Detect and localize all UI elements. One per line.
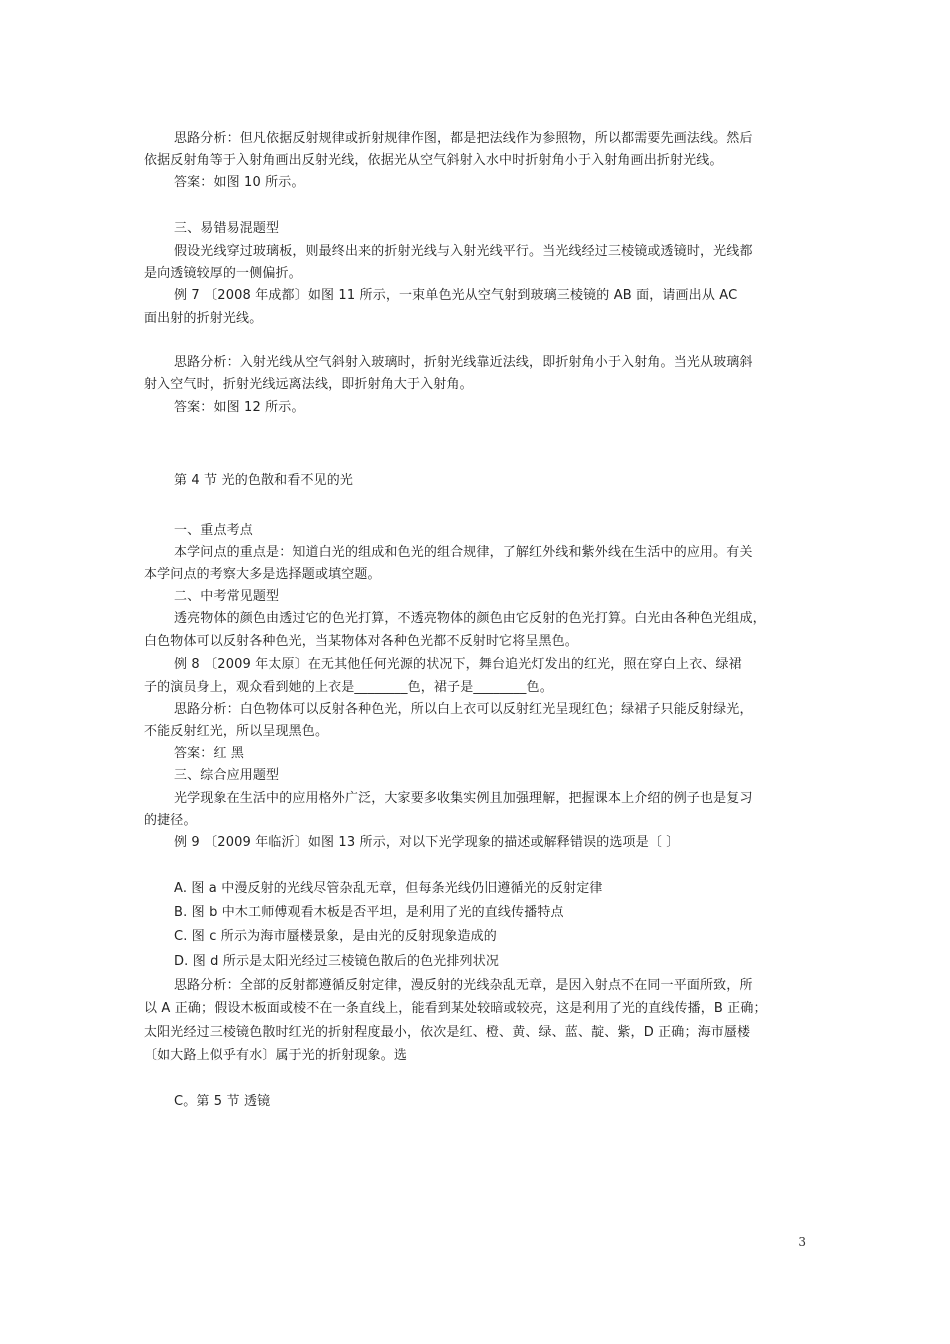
section5-heading: C。第 5 节 透镜 — [174, 1094, 271, 1109]
example8-line2: 子的演员身上，观众看到她的上衣是________色，裙子是________色。 — [144, 680, 553, 695]
section3-line2: 是向透镜较厚的一侧偏折。 — [144, 266, 302, 281]
example7-line1: 例 7 〔2008 年成都〕如图 11 所示，一束单色光从空气射到玻璃三棱镜的 AB 面，请画出从 AC — [174, 288, 738, 303]
example7-line2: 面出射的折射光线。 — [144, 311, 263, 326]
apply-line2: 的捷径。 — [144, 813, 197, 828]
section4-title: 第 4 节 光的色散和看不见的光 — [174, 473, 354, 488]
analysis-10-line2: 依据反射角等于入射角画出反射光线，依据光从空气斜射入水中时折射角小于入射角画出折射光线。 — [144, 153, 723, 168]
apply-line1: 光学现象在生活中的应用格外广泛，大家要多收集实例且加强理解，把握课本上介绍的例子也是复习 — [174, 791, 753, 806]
analysis-8-line2: 不能反射红光，所以呈现黑色。 — [144, 724, 329, 739]
analysis-9-line4: 〔如大路上似乎有水〕属于光的折射现象。选 — [144, 1048, 408, 1063]
option-c: C. 图 c 所示为海市蜃楼景象，是由光的反射现象造成的 — [174, 929, 497, 944]
analysis-9-line2: 以 A 正确；假设木板面或棱不在一条直线上，能看到某处较暗或较亮，这是利用了光的直线传播，B 正确； — [144, 1001, 767, 1016]
analysis-9-line1: 思路分析：全部的反射都遵循反射定律，漫反射的光线杂乱无章，是因入射点不在同一平面所致，所 — [174, 978, 753, 993]
apply-title: 三、综合应用题型 — [174, 768, 280, 783]
answer-10: 答案：如图 10 所示。 — [174, 175, 305, 190]
section3-title: 三、易错易混题型 — [174, 221, 280, 236]
option-b: B. 图 b 中木工师傅观看木板是否平坦，是利用了光的直线传播特点 — [174, 905, 564, 920]
answer-12: 答案：如图 12 所示。 — [174, 400, 305, 415]
analysis-12-line2: 射入空气时，折射光线远离法线，即折射角大于入射角。 — [144, 377, 473, 392]
common-types-line1: 透亮物体的颜色由透过它的色光打算，不透亮物体的颜色由它反射的色光打算。白光由各种色光组成， — [174, 611, 766, 626]
page-number: 3 — [798, 1235, 806, 1249]
option-d: D. 图 d 所示是太阳光经过三棱镜色散后的色光排列状况 — [174, 954, 499, 969]
analysis-10-line1: 思路分析：但凡依据反射规律或折射规律作图，都是把法线作为参照物，所以都需要先画法线。然后 — [174, 131, 753, 146]
analysis-8-line1: 思路分析：白色物体可以反射各种色光，所以白上衣可以反射红光呈现红色；绿裙子只能反射绿光， — [174, 702, 753, 717]
key-points-line2: 本学问点的考察大多是选择题或填空题。 — [144, 567, 381, 582]
option-a: A. 图 a 中漫反射的光线尽管杂乱无章，但每条光线仍旧遵循光的反射定律 — [174, 881, 603, 896]
analysis-9-line3: 太阳光经过三棱镜色散时红光的折射程度最小，依次是红、橙、黄、绿、蓝、靛、紫，D 正确；海市蜃楼 — [144, 1025, 751, 1040]
example9-question: 例 9 〔2009 年临沂〕如图 13 所示，对以下光学现象的描述或解释错误的选项是〔 〕 — [174, 835, 680, 850]
example8-line1: 例 8 〔2009 年太原〕在无其他任何光源的状况下，舞台追光灯发出的红光，照在穿白上衣、绿裙 — [174, 657, 742, 672]
answer-8: 答案：红 黑 — [174, 746, 245, 761]
common-types-line2: 白色物体可以反射各种色光，当某物体对各种色光都不反射时它将呈黑色。 — [144, 634, 578, 649]
key-points-line1: 本学问点的重点是：知道白光的组成和色光的组合规律，了解红外线和紫外线在生活中的应用。有关 — [174, 545, 753, 560]
section3-line1: 假设光线穿过玻璃板，则最终出来的折射光线与入射光线平行。当光线经过三棱镜或透镜时，光线都 — [174, 244, 753, 259]
common-types-title: 二、中考常见题型 — [174, 589, 280, 604]
analysis-12-line1: 思路分析：入射光线从空气斜射入玻璃时，折射光线靠近法线，即折射角小于入射角。当光从玻璃斜 — [174, 355, 753, 370]
key-points-title: 一、重点考点 — [174, 523, 253, 538]
